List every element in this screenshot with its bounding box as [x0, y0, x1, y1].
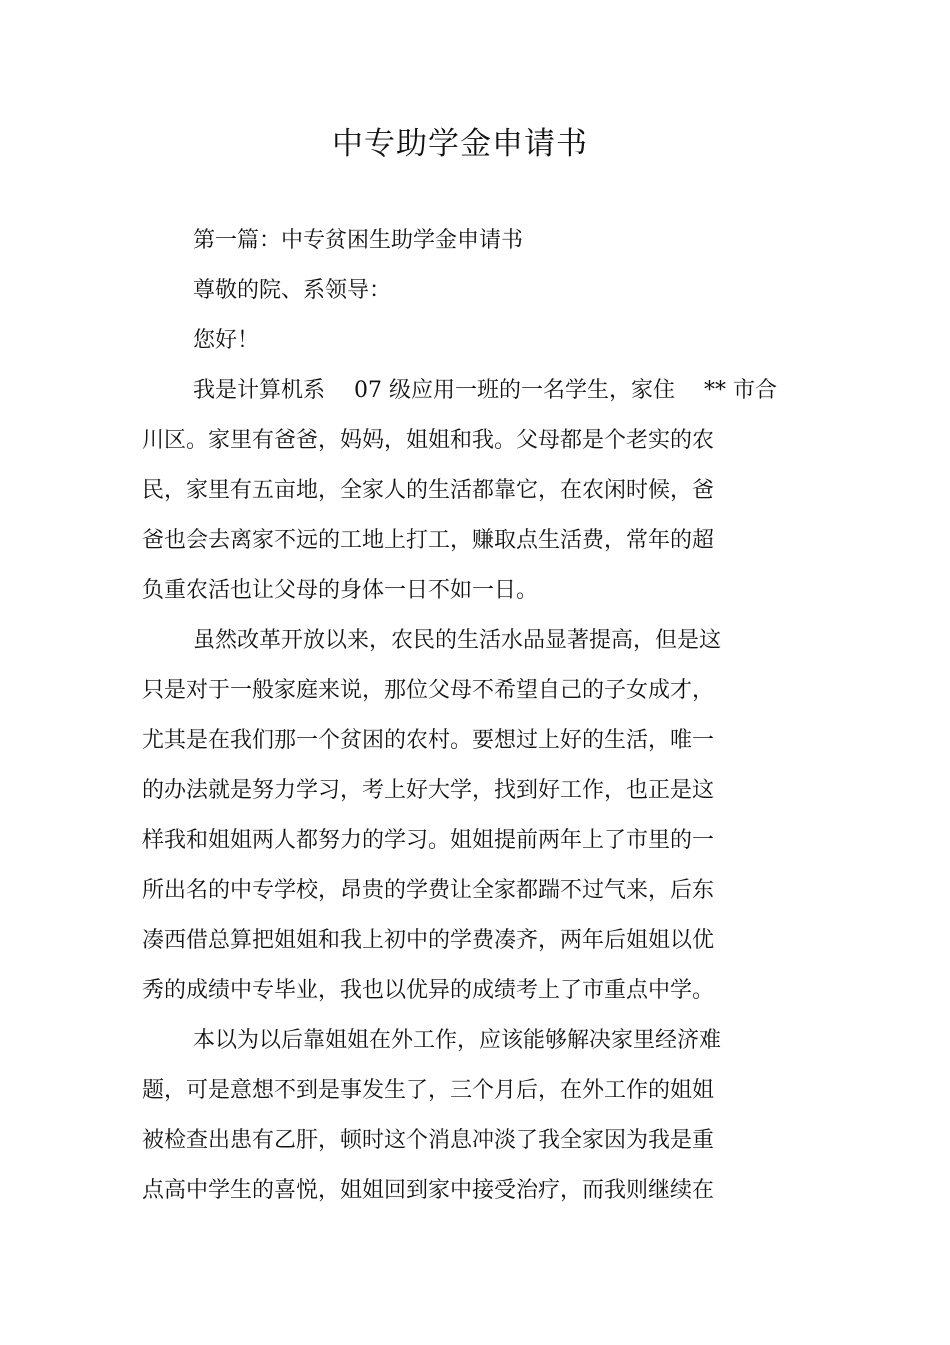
- document-title: 中专助学金申请书: [332, 126, 588, 162]
- paragraph-line: 虽然改革开放以来，农民的生活水品显著提高，但是这: [193, 628, 722, 653]
- salutation-line: 尊敬的院、系领导：: [193, 278, 392, 303]
- paragraph-line: 点高中学生的喜悦，姐姐回到家中接受治疗，而我则继续在: [142, 1178, 715, 1203]
- paragraph-line: 只是对于一般家庭来说，那位父母不希望自己的子女成才，: [142, 678, 715, 703]
- paragraph-line: 川区。家里有爸爸，妈妈，姐姐和我。父母都是个老实的农: [142, 428, 715, 453]
- paragraph-line: 所出名的中专学校，昂贵的学费让全家都踹不过气来，后东: [142, 878, 715, 903]
- paragraph-line: 的办法就是努力学习，考上好大学，找到好工作，也正是这: [142, 778, 715, 803]
- paragraph-line: 本以为以后靠姐姐在外工作，应该能够解决家里经济难: [193, 1028, 722, 1053]
- paragraph-line: 凑西借总算把姐姐和我上初中的学费凑齐，两年后姐姐以优: [142, 928, 715, 953]
- paragraph-line: 被检查出患有乙肝，顿时这个消息冲淡了我全家因为我是重: [142, 1128, 715, 1153]
- paragraph-line: 我是计算机系 07 级应用一班的一名学生，家住 ** 市合: [193, 378, 777, 403]
- paragraph-line: 尤其是在我们那一个贫困的农村。要想过上好的生活，唯一: [142, 728, 715, 753]
- paragraph-line: 负重农活也让父母的身体一日不如一日。: [142, 578, 539, 603]
- paragraph-line: 题，可是意想不到是事发生了，三个月后，在外工作的姐姐: [142, 1078, 715, 1103]
- paragraph-line: 民，家里有五亩地，全家人的生活都靠它，在农闲时候，爸: [142, 478, 715, 503]
- greeting-line: 您好！: [193, 328, 260, 353]
- paragraph-line: 爸也会去离家不远的工地上打工，赚取点生活费，常年的超: [142, 528, 715, 553]
- paragraph-line: 样我和姐姐两人都努力的学习。姐姐提前两年上了市里的一: [142, 828, 715, 853]
- paragraph-line: 秀的成绩中专毕业，我也以优异的成绩考上了市重点中学。: [142, 978, 715, 1003]
- section-heading: 第一篇：中专贫困生助学金申请书: [193, 228, 524, 253]
